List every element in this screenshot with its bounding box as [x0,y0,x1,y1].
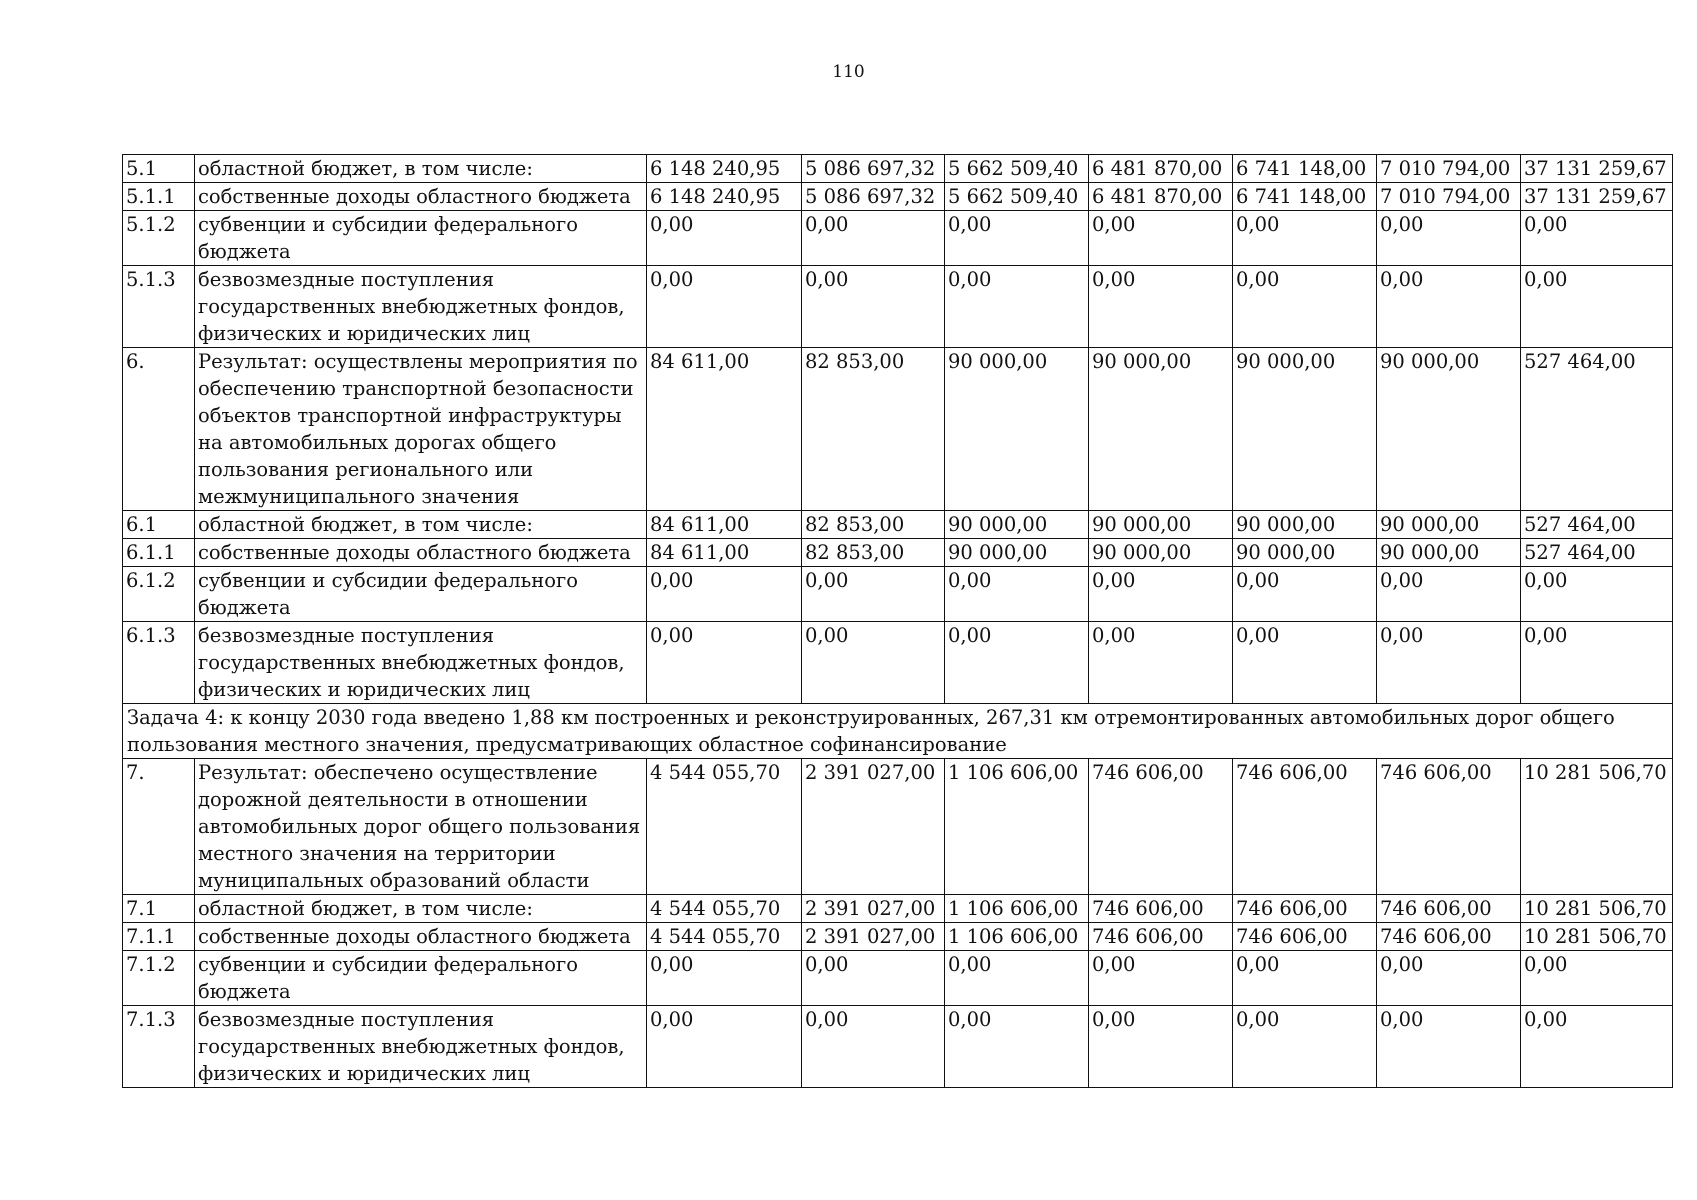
value-cell: 82 853,00 [802,511,945,539]
table-row [123,539,1673,567]
row-number-cell: 7.1 [123,895,195,923]
value-cell: 0,00 [945,622,1089,704]
value-cell: 0,00 [1377,567,1521,622]
value-cell: 0,00 [1521,266,1673,348]
row-description-cell: субвенции и субсидии федерального бюджета [195,567,647,622]
row-number-cell: 5.1.3 [123,266,195,348]
value-cell: 0,00 [1233,1006,1377,1088]
value-cell: 746 606,00 [1089,895,1233,923]
value-cell: 0,00 [1089,951,1233,1006]
value-cell: 0,00 [1233,211,1377,266]
value-cell: 0,00 [647,1006,802,1088]
row-description-cell: субвенции и субсидии федерального бюджета [195,211,647,266]
row-description-cell: субвенции и субсидии федерального бюджета [195,951,647,1006]
row-description-cell: собственные доходы областного бюджета [195,183,647,211]
value-cell: 527 464,00 [1521,539,1673,567]
row-number-cell: 7.1.2 [123,951,195,1006]
value-cell: 5 662 509,40 [945,183,1089,211]
value-cell: 10 281 506,70 [1521,923,1673,951]
value-cell: 746 606,00 [1089,923,1233,951]
value-cell: 6 148 240,95 [647,183,802,211]
value-cell: 90 000,00 [1233,539,1377,567]
value-cell: 90 000,00 [1233,511,1377,539]
value-cell: 2 391 027,00 [802,759,945,895]
value-cell: 0,00 [945,211,1089,266]
value-cell: 4 544 055,70 [647,923,802,951]
row-description-cell: безвозмездные поступления государственных внебюджетных фондов, физических и юридических лиц [195,266,647,348]
table-row [123,567,1673,622]
table-row [123,951,1673,1006]
value-cell: 0,00 [647,211,802,266]
row-number-cell: 6. [123,348,195,511]
row-description-cell: Результат: осуществлены мероприятия по обеспечению транспортной безопасности объектов транспортной инфраструктуры на автомобильных дорогах общего пользования регионального или межмуниципального значения [195,348,647,511]
value-cell: 90 000,00 [1377,539,1521,567]
value-cell: 0,00 [802,951,945,1006]
table-row [123,266,1673,348]
value-cell: 90 000,00 [1089,539,1233,567]
value-cell: 0,00 [647,951,802,1006]
value-cell: 10 281 506,70 [1521,759,1673,895]
row-number-cell: 6.1.3 [123,622,195,704]
value-cell: 0,00 [1233,622,1377,704]
value-cell: 0,00 [1521,567,1673,622]
value-cell: 746 606,00 [1089,759,1233,895]
row-description-cell: собственные доходы областного бюджета [195,923,647,951]
value-cell: 0,00 [1521,951,1673,1006]
value-cell: 0,00 [647,266,802,348]
row-number-cell: 6.1 [123,511,195,539]
value-cell: 82 853,00 [802,348,945,511]
row-number-cell: 7.1.3 [123,1006,195,1088]
value-cell: 5 086 697,32 [802,183,945,211]
value-cell: 0,00 [802,211,945,266]
value-cell: 527 464,00 [1521,511,1673,539]
value-cell: 90 000,00 [945,511,1089,539]
value-cell: 90 000,00 [1089,348,1233,511]
value-cell: 0,00 [1089,1006,1233,1088]
value-cell: 0,00 [1377,622,1521,704]
row-number-cell: 6.1.2 [123,567,195,622]
table-row [123,211,1673,266]
value-cell: 6 148 240,95 [647,155,802,183]
value-cell: 0,00 [1089,266,1233,348]
budget-table [122,154,1673,1088]
table-row [123,1006,1673,1088]
value-cell: 84 611,00 [647,511,802,539]
value-cell: 0,00 [1233,567,1377,622]
value-cell: 90 000,00 [1089,511,1233,539]
task-heading-cell: Задача 4: к концу 2030 года введено 1,88 км построенных и реконструированных, 267,31 км отремонтированных автомобильных дорог общего пользования местного значения, предусматривающих областное софинансирование [123,704,1673,759]
value-cell: 84 611,00 [647,539,802,567]
value-cell: 5 086 697,32 [802,155,945,183]
value-cell: 0,00 [1521,211,1673,266]
page-number: 110 [832,62,865,82]
table-row [123,155,1673,183]
value-cell: 0,00 [1233,266,1377,348]
value-cell: 0,00 [1377,1006,1521,1088]
row-description-cell: собственные доходы областного бюджета [195,539,647,567]
value-cell: 37 131 259,67 [1521,183,1673,211]
value-cell: 0,00 [802,567,945,622]
value-cell: 0,00 [1377,266,1521,348]
value-cell: 0,00 [802,1006,945,1088]
value-cell: 7 010 794,00 [1377,183,1521,211]
value-cell: 82 853,00 [802,539,945,567]
row-number-cell: 7. [123,759,195,895]
row-description-cell: областной бюджет, в том числе: [195,511,647,539]
value-cell: 746 606,00 [1233,923,1377,951]
value-cell: 0,00 [1089,567,1233,622]
row-description-cell: областной бюджет, в том числе: [195,895,647,923]
value-cell: 10 281 506,70 [1521,895,1673,923]
value-cell: 37 131 259,67 [1521,155,1673,183]
table-row [123,183,1673,211]
value-cell: 6 741 148,00 [1233,155,1377,183]
table-row [123,704,1673,759]
value-cell: 527 464,00 [1521,348,1673,511]
value-cell: 2 391 027,00 [802,923,945,951]
value-cell: 0,00 [1377,951,1521,1006]
row-number-cell: 5.1.1 [123,183,195,211]
value-cell: 6 741 148,00 [1233,183,1377,211]
value-cell: 0,00 [1377,211,1521,266]
row-number-cell: 6.1.1 [123,539,195,567]
value-cell: 4 544 055,70 [647,759,802,895]
value-cell: 0,00 [647,567,802,622]
value-cell: 90 000,00 [1233,348,1377,511]
row-number-cell: 5.1.2 [123,211,195,266]
row-description-cell: безвозмездные поступления государственных внебюджетных фондов, физических и юридических лиц [195,1006,647,1088]
value-cell: 746 606,00 [1377,923,1521,951]
table-row [123,759,1673,895]
value-cell: 6 481 870,00 [1089,155,1233,183]
value-cell: 4 544 055,70 [647,895,802,923]
value-cell: 0,00 [1521,622,1673,704]
value-cell: 90 000,00 [1377,348,1521,511]
value-cell: 1 106 606,00 [945,759,1089,895]
table-row [123,622,1673,704]
value-cell: 2 391 027,00 [802,895,945,923]
value-cell: 0,00 [945,951,1089,1006]
value-cell: 0,00 [945,567,1089,622]
value-cell: 1 106 606,00 [945,923,1089,951]
table-row [123,511,1673,539]
row-description-cell: безвозмездные поступления государственных внебюджетных фондов, физических и юридических лиц [195,622,647,704]
value-cell: 90 000,00 [1377,511,1521,539]
value-cell: 0,00 [1089,211,1233,266]
value-cell: 1 106 606,00 [945,895,1089,923]
value-cell: 90 000,00 [945,539,1089,567]
value-cell: 0,00 [945,1006,1089,1088]
value-cell: 746 606,00 [1377,895,1521,923]
value-cell: 746 606,00 [1377,759,1521,895]
table-row [123,923,1673,951]
value-cell: 90 000,00 [945,348,1089,511]
value-cell: 84 611,00 [647,348,802,511]
value-cell: 0,00 [1521,1006,1673,1088]
value-cell: 0,00 [945,266,1089,348]
table-body [123,155,1673,1088]
value-cell: 6 481 870,00 [1089,183,1233,211]
row-number-cell: 5.1 [123,155,195,183]
value-cell: 0,00 [1233,951,1377,1006]
row-number-cell: 7.1.1 [123,923,195,951]
value-cell: 0,00 [802,622,945,704]
value-cell: 0,00 [802,266,945,348]
value-cell: 0,00 [1089,622,1233,704]
value-cell: 0,00 [647,622,802,704]
row-description-cell: Результат: обеспечено осуществление дорожной деятельности в отношении автомобильных дорог общего пользования местного значения на территории муниципальных образований области [195,759,647,895]
value-cell: 746 606,00 [1233,759,1377,895]
row-description-cell: областной бюджет, в том числе: [195,155,647,183]
value-cell: 5 662 509,40 [945,155,1089,183]
table-row [123,348,1673,511]
value-cell: 7 010 794,00 [1377,155,1521,183]
value-cell: 746 606,00 [1233,895,1377,923]
table-row [123,895,1673,923]
